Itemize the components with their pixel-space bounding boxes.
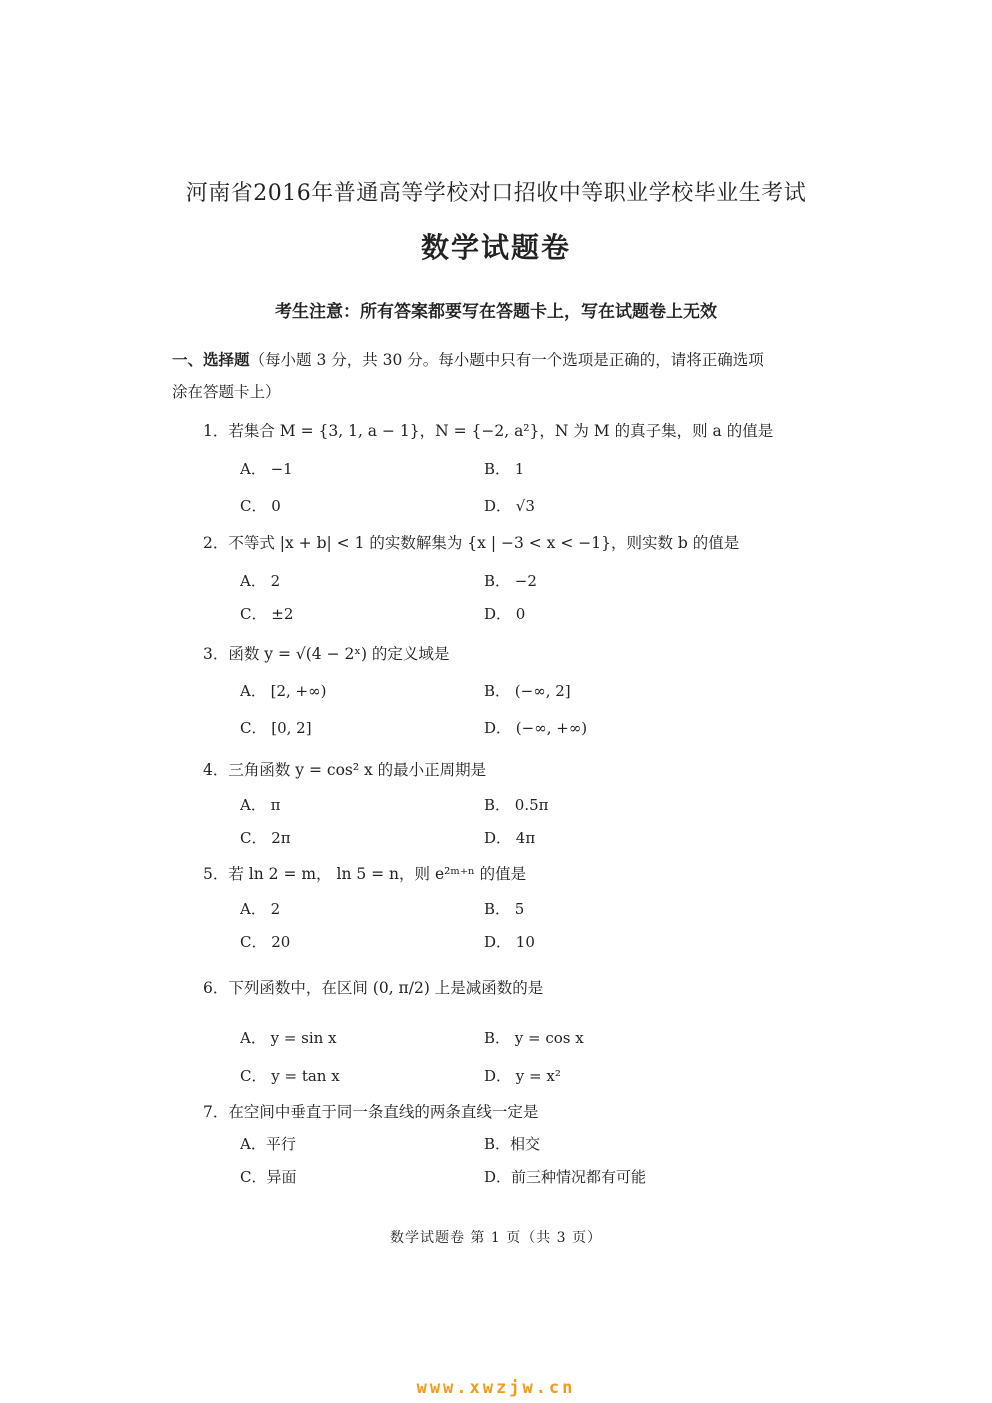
option-c: C． y = tan x [240,1067,340,1085]
question-stem: 2．不等式 |x + b| < 1 的实数解集为 {x | −3 < x < −1}，则实数 b 的值是 [203,534,740,552]
question-stem: 1．若集合 M = {3, 1, a − 1}，N = {−2, a²}，N 为 M 的真子集，则 a 的值是 [203,422,774,440]
option-b: B．相交 [484,1135,541,1153]
option-b: B． 1 [484,460,525,478]
question-stem: 6．下列函数中，在区间 (0, π/2) 上是减函数的是 [203,979,544,997]
option-b: B． y = cos x [484,1029,584,1047]
watermark: www.xwzjw.cn [416,1378,576,1398]
option-a: A．平行 [240,1135,296,1153]
option-c: C． 2π [240,829,291,847]
option-b: B． (−∞, 2] [484,682,571,700]
option-a: A． [2, +∞) [240,682,327,700]
option-d: D．前三种情况都有可能 [484,1168,647,1186]
section-instruction-cont: 涂在答题卡上） [172,383,281,401]
section-instruction: （每小题 3 分，共 30 分。每小题中只有一个选项是正确的，请将正确选项 [249,351,764,369]
option-c: C．异面 [240,1168,297,1186]
option-a: A． −1 [240,460,293,478]
exam-subtitle: 数学试题卷 [420,231,571,264]
question-stem: 5．若 ln 2 = m， ln 5 = n，则 e²ᵐ⁺ⁿ 的值是 [203,865,527,883]
page-footer: 数学试题卷 第 1 页（共 3 页） [389,1230,603,1246]
option-d: D． 10 [484,933,535,951]
candidate-notice: 考生注意：所有答案都要写在答题卡上，写在试题卷上无效 [275,302,717,322]
option-b: B． −2 [484,572,537,590]
option-c: C． 0 [240,497,281,515]
question-stem: 4．三角函数 y = cos² x 的最小正周期是 [203,761,487,779]
option-a: A． 2 [240,900,281,918]
section-heading [172,348,764,370]
exam-title: 河南省2016年普通高等学校对口招收中等职业学校毕业生考试 [185,181,807,206]
option-d: D． 0 [484,605,526,623]
option-a: A． 2 [240,572,281,590]
question-stem: 7．在空间中垂直于同一条直线的两条直线一定是 [203,1103,539,1121]
option-b: B． 5 [484,900,525,918]
option-d: D． √3 [484,497,535,515]
section-title: 一、选择题 [172,351,250,369]
option-d: D． 4π [484,829,536,847]
option-a: A． y = sin x [240,1029,337,1047]
option-c: C． 20 [240,933,291,951]
option-b: B． 0.5π [484,796,549,814]
option-c: C． ±2 [240,605,294,623]
option-a: A． π [240,796,281,814]
option-c: C． [0, 2] [240,719,312,737]
option-d: D． (−∞, +∞) [484,719,588,737]
option-d: D． y = x² [484,1067,561,1085]
question-stem: 3．函数 y = √(4 − 2ˣ) 的定义域是 [203,645,450,663]
